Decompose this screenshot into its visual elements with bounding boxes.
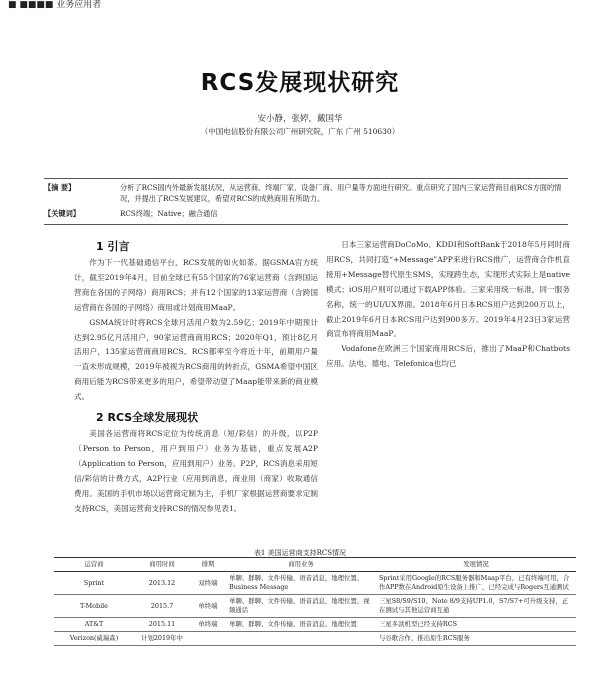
section-2-paragraph-1: 美国各运营商将RCS定位为传统消息（短/彩信）的升级，以P2P（Person to Person，用户到用户）业务为基础，重点发展A2P（Application to Person，应用到用户）业务。P2P，RCS消息采用短信/彩信的计费方式，A2P行业（应用到消息，商业用（商家）收取通信费用。美国的手机市场以运营商定制为主，手机厂家根据运营商要求定制支持RCS，美国运营商支持RCS的情况参见表1。 [74, 429, 318, 513]
table-cell-date: 2015.7 [134, 595, 190, 618]
table-header-cell: 排期 [190, 558, 226, 572]
table-cell-mode [190, 632, 226, 646]
section-1-paragraph-2: GSMA统计时将RCS全球月活用户数为2.59亿；2019年中期预计达到2.95亿月活用户，90家运营商商用RCS；2020年Q1，预计8亿月活用户，135家运营商商用RCS。RCS都率至今将近十年，前期用户量一直未形成规模，2019年被视为RCS商用的转折点，GSMA希望中国区商用后能为RCS带来更多的用户，希望带动望了Maap能带来新的商业模式。 [74, 317, 318, 402]
section-2-paragraph-3: Vodafone在欧洲三个国家商用RCS后，推出了MaaP和Chatbots应用。法电、德电、Telefonica也均已 [326, 344, 570, 369]
table-cell-development: 三星S8/S9/S10、Note 8/9支持UP1.0，S7/S7+可升级支持，正在测试与其他运营商互通 [376, 595, 576, 618]
table-cell-development: Sprint采用Google的RCS服务器和Maap平台，已有终端可用，合作APP数在Android原生设备上推广，已经完成与Rogers互通测试 [376, 572, 576, 595]
table-cell-development: 与谷歌合作，推出原生RCS服务 [376, 632, 576, 646]
operators-table [54, 557, 576, 646]
left-column [74, 238, 318, 538]
right-column [326, 238, 570, 538]
section-1-heading: 1 引言 [96, 240, 130, 253]
table-header-cell: 发展情况 [376, 558, 576, 572]
table-cell-date: 2015.11 [134, 618, 190, 632]
table-cell-mode: 单终端 [190, 618, 226, 632]
abstract-top-rule [44, 178, 568, 179]
keywords [44, 208, 574, 219]
table-row [54, 595, 576, 618]
abstract-label: 【摘 要】 [44, 183, 76, 192]
table-cell-business [226, 632, 376, 646]
table-row [54, 632, 576, 646]
table-header-cell: 商用时间 [134, 558, 190, 572]
table-cell-operator: T-Mobile [54, 595, 134, 618]
section-2-paragraph-2: 日本三家运营商DoCoMo、KDDI和SoftBank于2018年5月同时商用RCS，共同打造“+Message”APP来进行RCS推广，运营商合作机直接用+Message替代原生SMS，实现跨生态，实现形式实际上是native模式；iOS用户则可以通过下载APP体验。三家采用统一标准，同一服务名称，统一的UI/UX界面。2018年6月日本RCS用户达到200万以上，截止2019年6月日本RCS用户达到900多万。2019年4月23日3家运营商宣布将商用MaaP。 [326, 240, 570, 339]
table-header-row [54, 558, 576, 572]
keywords-label: 【关键词】 [44, 209, 80, 218]
section-2-heading: 2 RCS全球发展现状 [96, 411, 199, 425]
authors: 安小静，张婷，戴国华 [257, 114, 343, 124]
abstract-text: 分析了RCS国内外最新发展状况，从运营商、终端厂家、设备厂商、用户量等方面进行研究。重点研究了国内三家运营商目前RCS方面的情况，并提出了RCS发展建议，希望对RCS的成熟商用有所助力。 [120, 183, 562, 203]
table-cell-operator: Sprint [54, 572, 134, 595]
affiliation: （中国电信股份有限公司广州研究院，广东 广州 510630） [200, 127, 400, 136]
table-cell-business: 单聊、群聊、文件传输、语音消息、地理位置 [226, 618, 376, 632]
section-1-paragraph-1: 作为下一代基础通信平台，RCS发展的如火如荼。据GSMA官方统计，截至2019年4月，目前全球已有55个国家的76家运营商（含跨国运营商在各国的子网络）商用RCS；并有12个国家的13家运营商（含跨国运营商在各国的子网络）商用或计划商用MaaP。 [74, 258, 318, 312]
table-row [54, 618, 576, 632]
abstract-bottom-rule [44, 224, 568, 225]
table-cell-date: 2013.12 [134, 572, 190, 595]
keywords-text: RCS终端；Native；融合通信 [120, 209, 218, 218]
table-header-cell: 运营商 [54, 558, 134, 572]
table-cell-development: 三星多款机型已经支持RCS [376, 618, 576, 632]
table-cell-operator: Verizon(威瑞森) [54, 632, 134, 646]
table-cell-business: 单聊、群聊、文件传输、语音消息，地理位置、视频通话 [226, 595, 376, 618]
table-header-cell: 商用业务 [226, 558, 376, 572]
table-cell-mode: 单终端 [190, 595, 226, 618]
table-cell-date: 计划2019年中 [134, 632, 190, 646]
paper-title: RCS发展现状研究 [200, 70, 400, 96]
table-cell-business: 单聊、群聊、文件传输、语音消息，地理位置、Business Message [226, 572, 376, 595]
journal-header-strip: ■ ■■■■ 业务应用者 [8, 0, 102, 10]
table-cell-operator: AT&T [54, 618, 134, 632]
table-row [54, 572, 576, 595]
table-cell-mode: 双终端 [190, 572, 226, 595]
table-caption: 表1 美国运营商支持RCS情况 [253, 549, 347, 557]
abstract [44, 182, 574, 204]
